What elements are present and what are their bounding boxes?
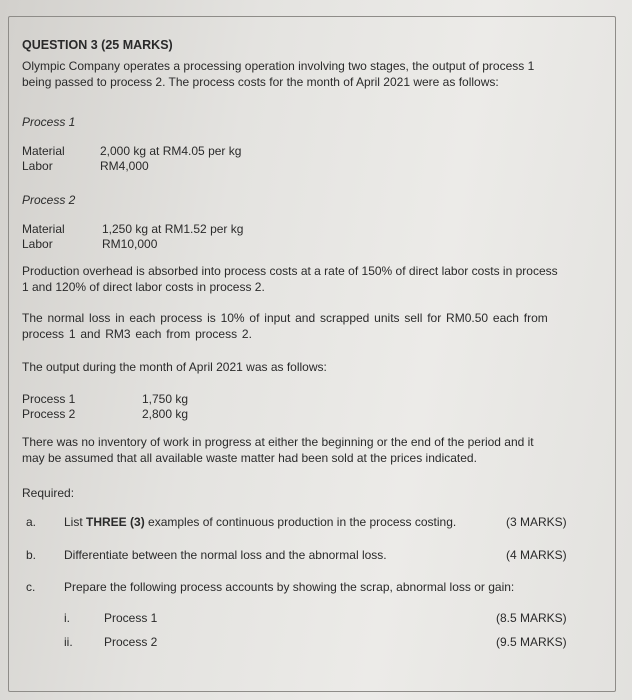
process1-labor-value: RM4,000 (100, 159, 149, 173)
overhead-line-1: Production overhead is absorbed into process costs at a rate of 150% of direct labor costs in process (22, 264, 558, 278)
question-c-letter: c. (26, 580, 36, 594)
overhead-paragraph (22, 264, 577, 295)
subquestion-i-marks: (8.5 MARKS) (496, 611, 567, 625)
subquestion-i-text: Process 1 (104, 611, 158, 625)
intro-line-1: Olympic Company operates a processing operation involving two stages, the output of process 1 (22, 59, 535, 73)
question-heading: QUESTION 3 (25 MARKS) (22, 38, 173, 52)
question-a-suffix: examples of continuous production in the process costing. (144, 515, 457, 529)
question-b-letter: b. (26, 548, 37, 562)
intro-line-2: being passed to process 2. The process costs for the month of April 2021 were as follows: (22, 74, 499, 89)
output-process1-value: 1,750 kg (142, 392, 189, 406)
question-a-bold: THREE (3) (86, 515, 145, 529)
inventory-line-1: There was no inventory of work in progress at either the beginning or the end of the period and it (22, 435, 534, 449)
process2-title: Process 2 (22, 193, 76, 207)
process1-title: Process 1 (22, 115, 76, 129)
normal-loss-line-2: process 1 and RM3 each from process 2. (22, 326, 252, 341)
inventory-paragraph (22, 435, 577, 466)
process2-material-value: 1,250 kg at RM1.52 per kg (102, 222, 244, 236)
normal-loss-paragraph (22, 311, 577, 342)
subquestion-i-numeral: i. (64, 611, 70, 625)
inventory-line-2: may be assumed that all available waste matter had been sold at the prices indicated. (22, 450, 477, 465)
question-a-text (64, 515, 456, 530)
question-a-letter: a. (26, 515, 37, 529)
question-b-marks: (4 MARKS) (506, 548, 567, 562)
process2-labor-label: Labor (22, 237, 53, 251)
question-a-prefix: List (64, 515, 87, 529)
overhead-line-2: 1 and 120% of direct labor costs in process 2. (22, 279, 265, 294)
process1-material-label: Material (22, 144, 65, 158)
output-process1-label: Process 1 (22, 392, 76, 406)
process1-material-value: 2,000 kg at RM4.05 per kg (100, 144, 242, 158)
required-label: Required: (22, 486, 75, 500)
process2-material-label: Material (22, 222, 65, 236)
process2-labor-value: RM10,000 (102, 237, 158, 251)
intro-paragraph (22, 59, 577, 90)
question-b-text: Differentiate between the normal loss and the abnormal loss. (64, 548, 387, 562)
normal-loss-line-1: The normal loss in each process is 10% of input and scrapped units sell for RM0.50 each from (22, 311, 548, 325)
output-intro: The output during the month of April 2021 was as follows: (22, 360, 327, 374)
output-process2-value: 2,800 kg (142, 407, 189, 421)
subquestion-ii-marks: (9.5 MARKS) (496, 635, 567, 649)
subquestion-ii-numeral: ii. (64, 635, 73, 649)
question-a-marks: (3 MARKS) (506, 515, 567, 529)
subquestion-ii-text: Process 2 (104, 635, 158, 649)
question-c-text: Prepare the following process accounts by showing the scrap, abnormal loss or gain: (64, 580, 515, 594)
output-process2-label: Process 2 (22, 407, 76, 421)
process1-labor-label: Labor (22, 159, 53, 173)
